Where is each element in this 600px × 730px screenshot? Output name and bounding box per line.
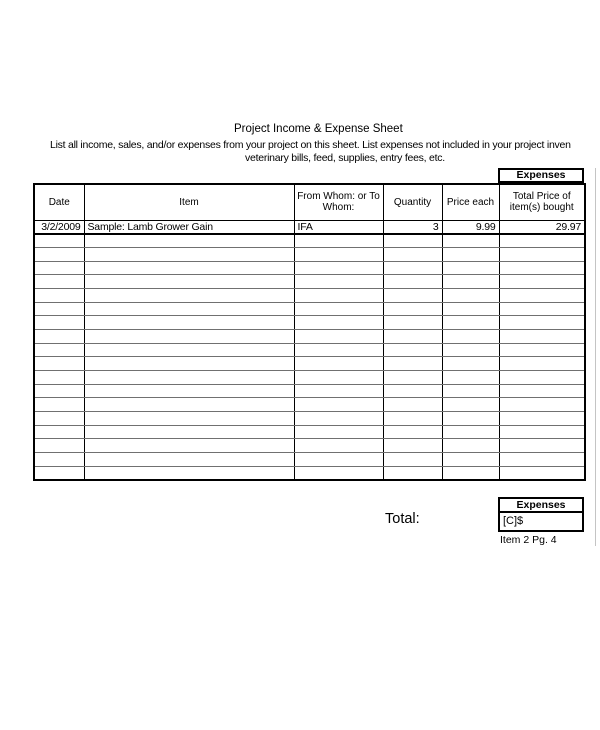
- table-cell: [383, 384, 442, 398]
- table-cell: 3/2/2009: [34, 220, 84, 234]
- table-cell: [499, 398, 585, 412]
- table-cell: 29.97: [499, 220, 585, 234]
- table-cell: [383, 343, 442, 357]
- table-cell: [34, 261, 84, 275]
- table-cell: [34, 371, 84, 385]
- table-cell: [442, 248, 499, 262]
- table-cell: [34, 439, 84, 453]
- table-cell: [442, 384, 499, 398]
- table-cell: [34, 289, 84, 303]
- table-cell: [442, 316, 499, 330]
- column-header-total-price-of-item-s-bought: Total Price of item(s) bought: [499, 184, 585, 220]
- instructions-line-2: veterinary bills, feed, supplies, entry fees, etc.: [245, 152, 445, 164]
- table-cell: 9.99: [442, 220, 499, 234]
- table-cell: [294, 316, 383, 330]
- table-cell: [442, 371, 499, 385]
- table-row-empty: [34, 371, 585, 385]
- table-row-empty: [34, 302, 585, 316]
- table-cell: [383, 371, 442, 385]
- table-cell: [34, 412, 84, 426]
- table-row-empty: [34, 453, 585, 467]
- table-cell: [499, 302, 585, 316]
- table-row-empty: [34, 261, 585, 275]
- table-cell: [84, 275, 294, 289]
- table-cell: [34, 343, 84, 357]
- column-header-date: Date: [34, 184, 84, 220]
- table-cell: [34, 425, 84, 439]
- table-row-empty: [34, 384, 585, 398]
- table-cell: [383, 453, 442, 467]
- table-row-empty: [34, 398, 585, 412]
- total-expenses-box-header: Expenses: [498, 497, 584, 513]
- table-cell: [383, 466, 442, 480]
- table-cell: [84, 398, 294, 412]
- table-cell: [294, 384, 383, 398]
- table-cell: [442, 343, 499, 357]
- table-row-empty: [34, 439, 585, 453]
- table-cell: [499, 330, 585, 344]
- table-cell: [442, 466, 499, 480]
- table-cell: [383, 357, 442, 371]
- table-cell: [84, 289, 294, 303]
- table-cell: [383, 330, 442, 344]
- table-row-empty: [34, 425, 585, 439]
- page-footnote: Item 2 Pg. 4: [500, 534, 557, 546]
- table-cell: Sample: Lamb Grower Gain: [84, 220, 294, 234]
- table-cell: [84, 248, 294, 262]
- total-label: Total:: [385, 511, 420, 527]
- table-cell: [383, 439, 442, 453]
- table-cell: [84, 425, 294, 439]
- table-cell: [442, 302, 499, 316]
- table-cell: [383, 316, 442, 330]
- table-cell: [442, 275, 499, 289]
- table-cell: [294, 439, 383, 453]
- table-cell: [34, 398, 84, 412]
- table-cell: [499, 439, 585, 453]
- table-cell: [294, 357, 383, 371]
- table-cell: IFA: [294, 220, 383, 234]
- page-title: Project Income & Expense Sheet: [234, 123, 403, 135]
- table-cell: [383, 261, 442, 275]
- table-row-empty: [34, 357, 585, 371]
- table-cell: [499, 357, 585, 371]
- table-row-empty: [34, 234, 585, 248]
- table-body: [34, 220, 585, 480]
- table-cell: [499, 425, 585, 439]
- table-cell: [84, 234, 294, 248]
- table-cell: [84, 466, 294, 480]
- table-cell: [34, 302, 84, 316]
- table-cell: [442, 357, 499, 371]
- table-cell: [294, 371, 383, 385]
- expenses-column-header-label: Expenses: [516, 169, 566, 182]
- table-row-empty: [34, 248, 585, 262]
- table-header-row: [34, 184, 585, 220]
- table-cell: [499, 289, 585, 303]
- table-cell: [499, 275, 585, 289]
- column-header-item: Item: [84, 184, 294, 220]
- table-cell: [499, 412, 585, 426]
- table-cell: [84, 453, 294, 467]
- table-cell: [294, 453, 383, 467]
- table-cell: [84, 261, 294, 275]
- table-row-empty: [34, 466, 585, 480]
- table-cell: [442, 289, 499, 303]
- table-cell: [294, 466, 383, 480]
- table-cell: [442, 425, 499, 439]
- table-cell: [34, 384, 84, 398]
- table-cell: [84, 439, 294, 453]
- total-expenses-value-cell: [C]$: [498, 513, 584, 532]
- table-cell: [294, 398, 383, 412]
- table-cell: [34, 275, 84, 289]
- table-cell: [84, 357, 294, 371]
- table-cell: [34, 316, 84, 330]
- table-row-empty: [34, 316, 585, 330]
- table-cell: [34, 330, 84, 344]
- table-cell: [442, 398, 499, 412]
- table-cell: [294, 234, 383, 248]
- table-cell: [499, 316, 585, 330]
- table-cell: [499, 343, 585, 357]
- table-cell: [84, 412, 294, 426]
- table-cell: [84, 371, 294, 385]
- table-cell: [383, 275, 442, 289]
- table-cell: [84, 330, 294, 344]
- table-row-empty: [34, 289, 585, 303]
- table-cell: [84, 343, 294, 357]
- table-cell: [294, 261, 383, 275]
- table-cell: [34, 453, 84, 467]
- table-cell: [383, 398, 442, 412]
- table-cell: [383, 234, 442, 248]
- table-cell: [294, 275, 383, 289]
- expenses-column-header-box: [498, 168, 584, 183]
- table-row-empty: [34, 330, 585, 344]
- table-cell: [34, 234, 84, 248]
- table-cell: [442, 261, 499, 275]
- table-cell: [294, 343, 383, 357]
- table-cell: [294, 425, 383, 439]
- table-cell: [499, 261, 585, 275]
- expense-table: [33, 183, 586, 481]
- table-cell: [442, 453, 499, 467]
- table-cell: [383, 289, 442, 303]
- table-cell: [383, 302, 442, 316]
- table-row-entry: [34, 220, 585, 234]
- table-cell: [383, 412, 442, 426]
- table-cell: [499, 384, 585, 398]
- table-cell: [499, 248, 585, 262]
- table-cell: [442, 234, 499, 248]
- table-row-empty: [34, 275, 585, 289]
- table-cell: [294, 330, 383, 344]
- table-cell: [499, 371, 585, 385]
- column-header-quantity: Quantity: [383, 184, 442, 220]
- page-edge-gridline: [595, 168, 596, 546]
- table-cell: [84, 316, 294, 330]
- table-cell: [84, 384, 294, 398]
- table-cell: [34, 357, 84, 371]
- table-cell: [34, 466, 84, 480]
- table-cell: [294, 302, 383, 316]
- column-header-price-each: Price each: [442, 184, 499, 220]
- table-row-empty: [34, 412, 585, 426]
- table-cell: [84, 302, 294, 316]
- table-cell: [442, 412, 499, 426]
- table-cell: 3: [383, 220, 442, 234]
- table-cell: [383, 425, 442, 439]
- table-cell: [442, 330, 499, 344]
- table-cell: [294, 289, 383, 303]
- table-cell: [34, 248, 84, 262]
- table-row-empty: [34, 343, 585, 357]
- instructions-line-1: List all income, sales, and/or expenses from your project on this sheet. List expenses not included in your project inven: [50, 139, 571, 151]
- table-cell: [442, 439, 499, 453]
- table-cell: [294, 248, 383, 262]
- column-header-from-whom-or-to-whom: From Whom: or To Whom:: [294, 184, 383, 220]
- total-expenses-box: [498, 497, 584, 532]
- table-cell: [499, 453, 585, 467]
- table-cell: [499, 234, 585, 248]
- table-cell: [499, 466, 585, 480]
- table-cell: [383, 248, 442, 262]
- table-cell: [294, 412, 383, 426]
